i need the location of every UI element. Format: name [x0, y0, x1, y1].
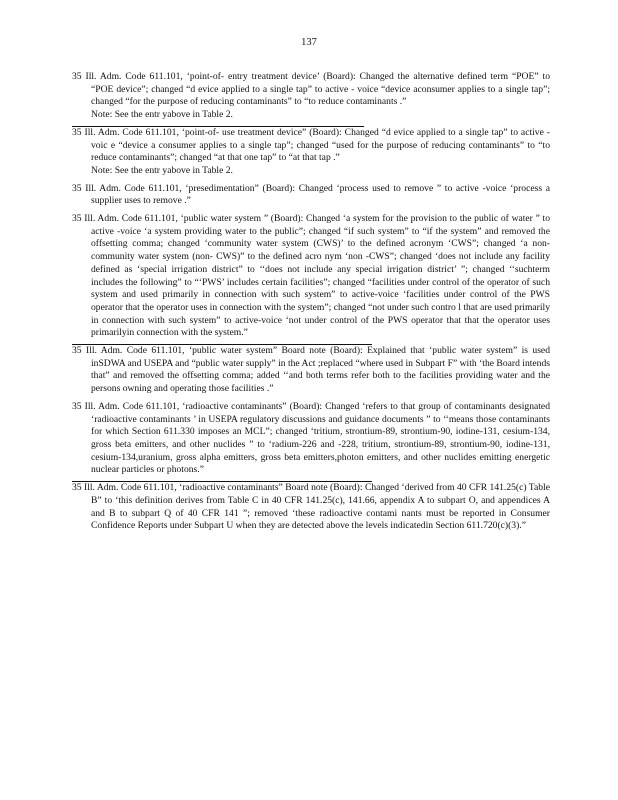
entry-citation: 35 Ill. Adm. Code 611.101, ‘presedimentation” (Board): — [72, 182, 296, 194]
entry-text: Explained that ‘public water system” is used inSDWA and USEPA and “public water supply” in the Act ;replaced “where used in Subpart F” with ‘the Board intends that” and removed the offsetting comma; added ‘‘and both terms refer both to the facilities providing water and the persons owning and operating those facilities .” — [91, 345, 550, 395]
entry-poe-device — [72, 71, 550, 122]
entry-list — [72, 71, 550, 538]
page-number: 137 — [301, 37, 317, 48]
entry-radioactive-contaminants — [72, 401, 550, 477]
entry-note: Note: See the entr yabove in Table 2. — [91, 109, 233, 121]
entry-presedimentation — [72, 183, 550, 208]
entry-text: Changed ‘refers to that group of contaminants designated ‘radioactive contaminants ’ in USEPA regulatory discussions and guidance documents ” to ‘‘means those contaminants for which Section 611.330 imposes an MCL”; changed ‘tritium, strontium-89, strontium-90, iodine-131, cesium-134, gross beta emitters, and other nuclides ” to ‘radium-226 and -228, tritium, strontium-89, strontium-90, iodine-131, cesium-134,uranium, gross alpha emitters, gross beta emitters,photon emitters, and other nuclides emitting energetic nuclear particles or photons.” — [91, 400, 550, 476]
entry-public-water-system-note — [72, 345, 550, 396]
entry-pou-device — [72, 127, 550, 178]
entry-text: Changed ‘process used to remove ” to active -voice ‘process a supplier uses to remove .” — [91, 182, 550, 207]
entry-note: Note: See the entr yabove in Table 2. — [91, 164, 233, 176]
entry-text: Changed ‘derived from 40 CFR 141.25(c) Table B” to ‘this definition derives from Table C in 40 CFR 141.25(c), 141.66, appendix A to subpart O, and appendices A and B to subpart Q of 40 CFR 141 ”; removed ‘these radioactive contami nants must be reported in Consumer Confidence Reports under Subpart U when they are detected above the levels indicatedin Section 611.720(c)(3).” — [91, 482, 550, 532]
entry-citation: 35 Ill. Adm. Code 611.101, ‘point-of- entry treatment device’ (Board): — [72, 71, 356, 82]
entry-citation: 35 Ill. Adm. Code 611.101, ‘public water system” Board note (Board): — [72, 345, 363, 357]
entry-citation: 35 Ill. Adm. Code 611.101, ‘public water system ” (Board): — [72, 213, 304, 225]
entry-text: Changed the alternative defined term “POE” to “POE device”; changed “d evice applied to a single tap” to active - voice “device aconsumer applies to a single tap”; changed “for the purpose of reducing contaminants” to “to reduce contaminants .” — [91, 71, 550, 108]
entry-citation: 35 Ill. Adm. Code 611.101, ‘radioactive contaminants” (Board): — [72, 400, 323, 412]
entry-citation: 35 Ill. Adm. Code 611.101, ‘radioactive contaminants” Board note (Board): — [72, 482, 363, 494]
entry-text: Changed “d evice applied to a single tap” to active -voic e “device a consumer applies to a single tap”; changed “used for the purpose of reducing contaminants” to “to reduce contaminants”; changed “at that one tap” to “at that tap .” — [91, 126, 550, 164]
entry-citation: 35 Ill. Adm. Code 611.101, ‘point-of- use treatment device” (Board): — [72, 126, 342, 138]
entry-public-water-system — [72, 213, 550, 340]
entry-text: Changed ‘a system for the provision to the public of water ” to active -voice ‘a system providing water to the public”; changed “if such system” to “if the system” and removed the offsetting comma; changed ‘community water system (CWS)’ to the defined acronym ‘CWS”; changed ‘a non- community water system (non- CWS)” to the defined acro nym ‘non -CWS”; changed ‘does not include any facility defined as ‘special irrigation district” to ‘‘does not include any special irrigation district’ ”; changed ‘‘suchterm includes the following” to “‘PWS’ includes certain facilities”; changed “facilities under control of the operator of such system and used primarily in connection with such system” to active-voice ‘facilities under control of the PWS operator that the operator uses in connection with the system”; changed “not under such contro l that are used primarily in connection with such system” to active-voice ‘not under control of the PWS operator that that the operator uses primarilyin connection with the system.” — [91, 213, 551, 339]
entry-radioactive-contaminants-note — [72, 482, 550, 533]
